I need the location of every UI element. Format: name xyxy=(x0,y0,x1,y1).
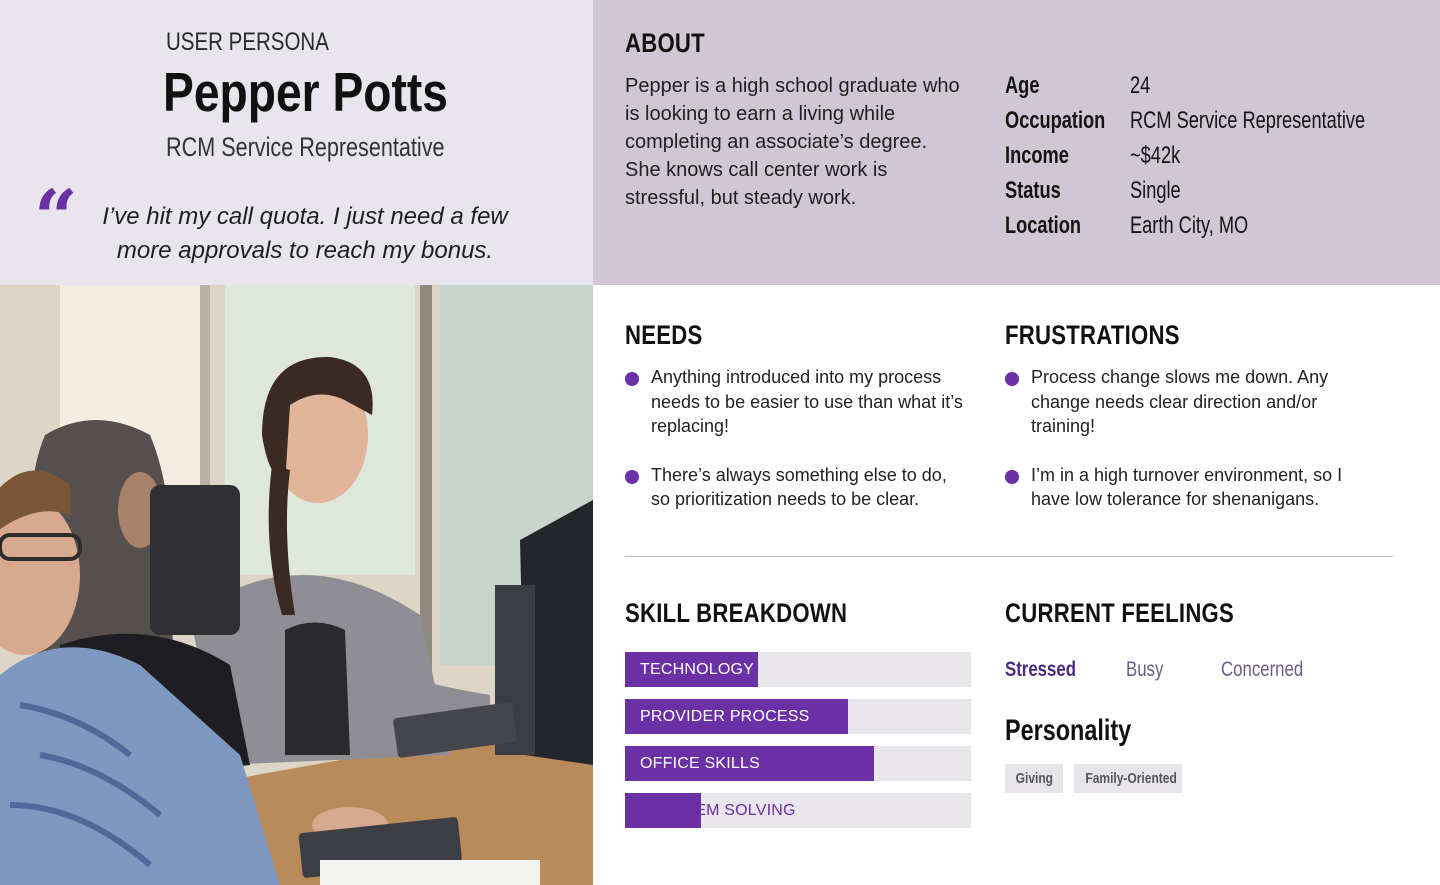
personality-tag-label: Family-Oriented xyxy=(1085,770,1177,787)
feeling-concerned: Concerned xyxy=(1221,658,1304,681)
frustrations-title: FRUSTRATIONS xyxy=(1005,320,1180,350)
skill-bar-provider-process xyxy=(625,699,971,734)
fact-value-location: Earth City, MO xyxy=(1130,212,1249,239)
office-scene-illustration xyxy=(0,285,593,885)
section-divider xyxy=(625,556,1393,557)
skill-bar-office-skills xyxy=(625,746,971,781)
fact-label-location: Location xyxy=(1005,212,1081,239)
personality-tag xyxy=(1005,764,1063,793)
bullet-dot-icon xyxy=(625,470,639,484)
persona-eyebrow: USER PERSONA xyxy=(166,28,329,56)
frustrations-item xyxy=(1005,365,1360,439)
persona-role: RCM Service Representative xyxy=(166,132,445,162)
fact-value-income: ~$42k xyxy=(1130,142,1181,169)
persona-header xyxy=(0,0,593,285)
persona-photo xyxy=(0,285,593,885)
needs-list xyxy=(625,365,970,536)
needs-item-text: Anything introduced into my process needs to be easier to use than what it’s replacing! xyxy=(651,367,963,436)
personality-title: Personality xyxy=(1005,714,1132,747)
personality-tag xyxy=(1074,764,1182,793)
fact-value-age: 24 xyxy=(1130,72,1151,99)
needs-item xyxy=(625,463,970,512)
frustrations-item-text: I’m in a high turnover environment, so I have low tolerance for shenanigans. xyxy=(1031,464,1343,509)
skill-bar-technology xyxy=(625,652,971,687)
persona-quote: I’ve hit my call quota. I just need a few more approvals to reach my bonus. xyxy=(102,203,508,264)
personality-tag-label: Giving xyxy=(1015,770,1053,787)
skill-label: PROVIDER PROCESS xyxy=(640,708,810,725)
fact-label-age: Age xyxy=(1005,72,1040,99)
feeling-busy: Busy xyxy=(1126,658,1164,681)
needs-item xyxy=(625,365,970,439)
persona-name: Pepper Potts xyxy=(163,61,448,123)
fact-value-occupation: RCM Service Representative xyxy=(1130,107,1366,134)
frustrations-item-text: Process change slows me down. Any change needs clear direction and/or training! xyxy=(1031,367,1329,436)
fact-label-status: Status xyxy=(1005,177,1061,204)
fact-label-income: Income xyxy=(1005,142,1069,169)
needs-item-text: There’s always something else to do, so prioritization needs to be clear. xyxy=(651,464,947,509)
frustrations-item xyxy=(1005,463,1360,512)
skill-bar-problem-solving xyxy=(625,793,971,828)
about-panel xyxy=(593,0,1440,285)
needs-title: NEEDS xyxy=(625,320,703,350)
bullet-dot-icon xyxy=(1005,470,1019,484)
skill-label: PROBLEM SOLVING xyxy=(640,802,796,819)
feelings-title: CURRENT FEELINGS xyxy=(1005,598,1235,628)
skill-label: OFFICE SKILLS xyxy=(640,755,760,772)
quote-mark-icon: “ xyxy=(34,173,78,262)
skills-title: SKILL BREAKDOWN xyxy=(625,598,848,628)
skill-label: TECHNOLOGY xyxy=(640,661,755,678)
frustrations-list xyxy=(1005,365,1360,536)
fact-value-status: Single xyxy=(1130,177,1181,204)
fact-label-occupation: Occupation xyxy=(1005,107,1106,134)
bullet-dot-icon xyxy=(625,372,639,386)
about-title: ABOUT xyxy=(625,28,705,58)
bullet-dot-icon xyxy=(1005,372,1019,386)
feeling-stressed: Stressed xyxy=(1005,658,1076,681)
about-text: Pepper is a high school graduate who is looking to earn a living while completing an associate’s degree. She knows call center work is stressful, but steady work. xyxy=(625,75,960,209)
